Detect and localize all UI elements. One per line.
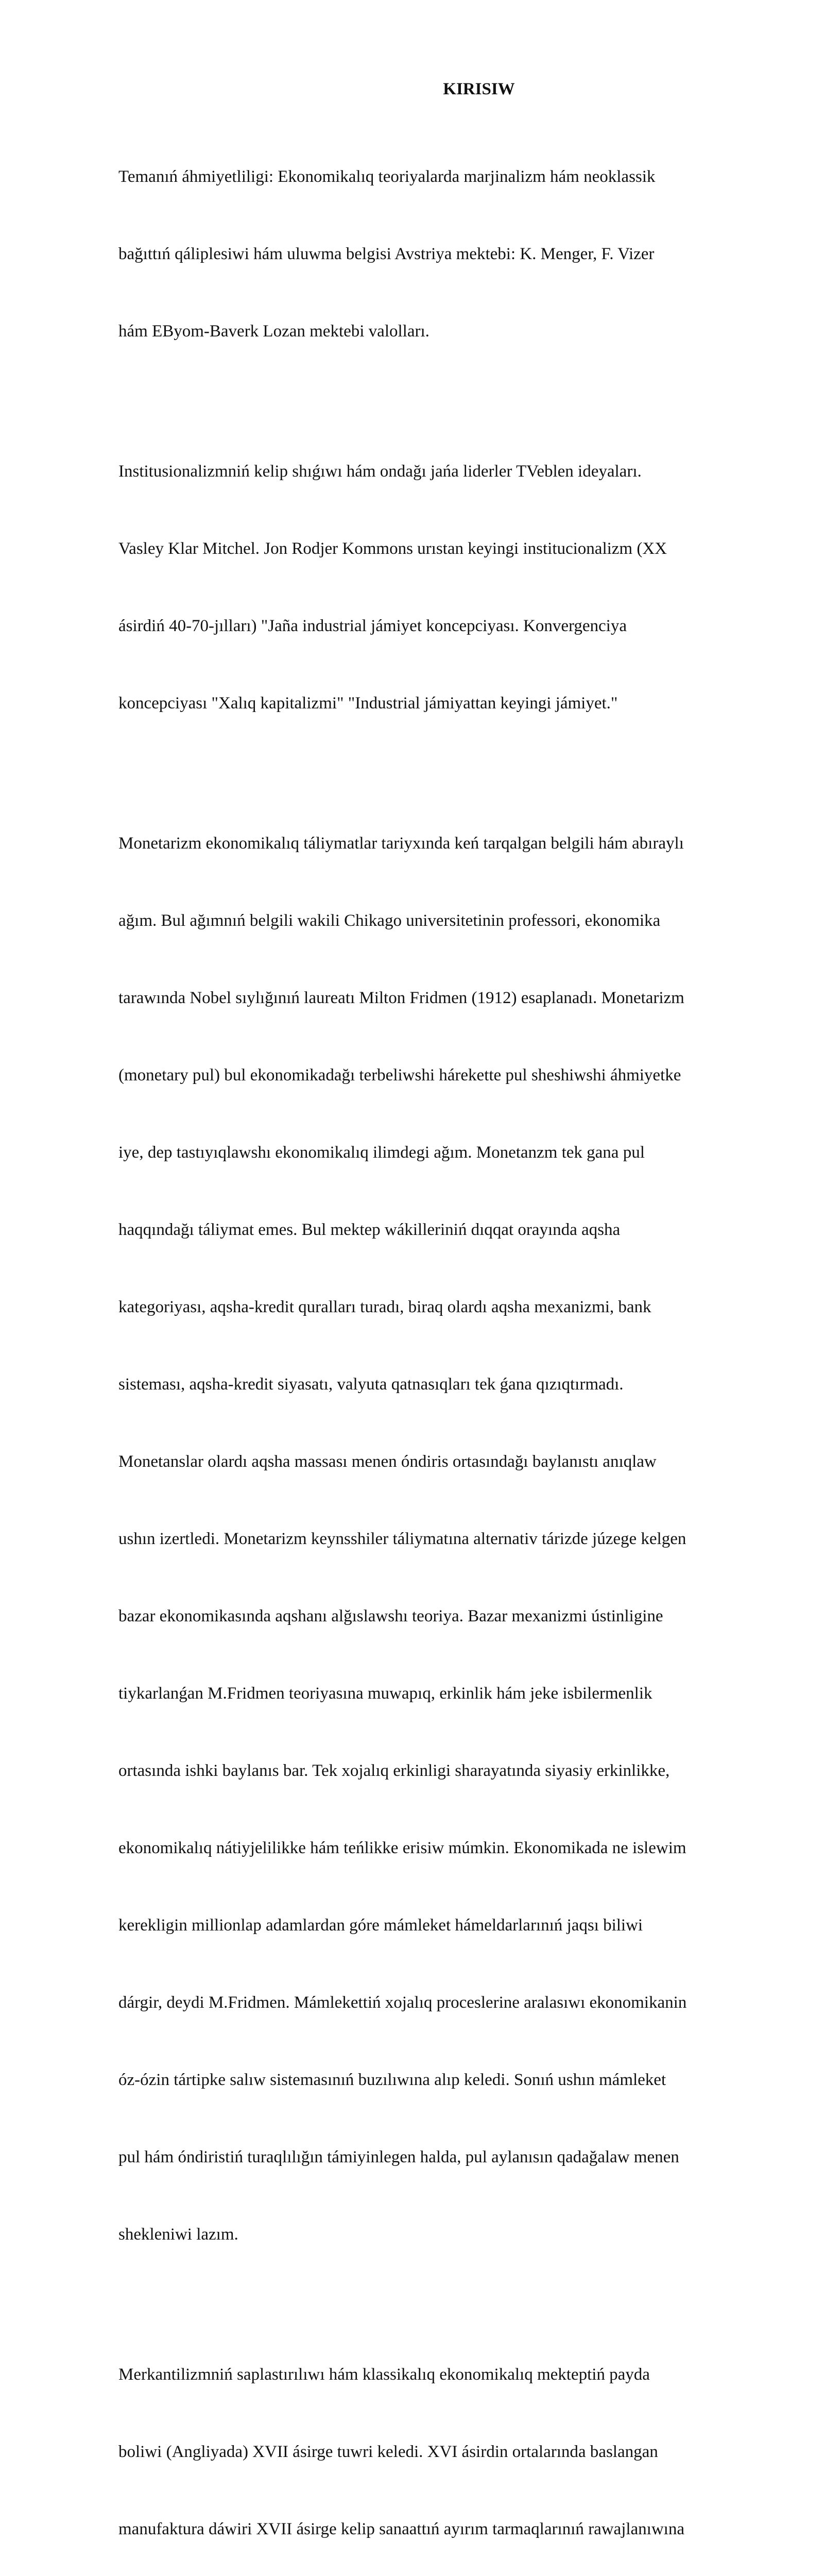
- text-line: iye, dep tastıyıqlawshı ekonomikalıq ilimdegi ağım. Monetanzm tek gana pul: [118, 1143, 645, 1162]
- text-line: hám EByom-Baverk Lozan mektebi valolları.: [118, 322, 430, 341]
- text-line: Merkantilizmniń saplastırılıwı hám klassikalıq ekonomikalıq mekteptiń payda: [118, 2365, 650, 2384]
- text-line: bağıttıń qáliplesiwi hám uluwma belgisi Avstriya mektebi: K. Menger, F. Vizer: [118, 245, 655, 263]
- text-line: tiykarlanǵan M.Fridmen teoriyasına muwapıq, erkinlik hám jeke isbilermenlik: [118, 1684, 653, 1703]
- text-line: Temanıń áhmiyetliligi: Ekonomikalıq teoriyalarda marjinalizm hám neoklassik: [118, 167, 656, 186]
- text-line: Monetarizm ekonomikalıq táliymatlar tariyxında keń tarqalgan belgili hám abıraylı: [118, 834, 684, 853]
- paragraph-4: [118, 2310, 772, 2576]
- text-line: ağım. Bul ağımnıń belgili wakili Chikago universitetinin professori, ekonomika: [118, 911, 661, 930]
- text-line: ásirdiń 40-70-jılları) "Jaña industrial jámiyet koncepciyası. Konvergenciya: [118, 617, 627, 635]
- text-line: shekleniwi lazım.: [118, 2225, 238, 2244]
- text-line: dárgir, deydi M.Fridmen. Mámlekettiń xojalıq proceslerine aralasıwı ekonomikanin: [118, 1993, 687, 2012]
- text-line: ortasında ishki baylanıs bar. Tek xojalıq erkinligi sharayatında siyasiy erkinlikke,: [118, 1761, 670, 1780]
- paragraph-2: [118, 407, 772, 768]
- text-line: óz-ózin tártipke salıw sistemasınıń buzılıwına alıp keledi. Sonıń ushın mámleket: [118, 2071, 666, 2089]
- text-line: ekonomikalıq nátiyjelilikke hám teńlikke erisiw múmkin. Ekonomikada ne islewim: [118, 1839, 686, 1857]
- text-line: sisteması, aqsha-kredit siyasatı, valyuta qatnasıqları tek ǵana qızıqtırmadı.: [118, 1375, 624, 1394]
- text-line: boliwi (Angliyada) XVII ásirge tuwri keledi. XVI ásirdin ortalarında baslangan: [118, 2443, 658, 2461]
- text-line: haqqındağı táliymat emes. Bul mektep wákilleriniń dıqqat orayında aqsha: [118, 1221, 621, 1239]
- text-line: manufaktura dáwiri XVII ásirge kelip sanaattıń ayırım tarmaqlarınıń rawajlanıwına: [118, 2520, 684, 2538]
- text-line: Vasley Klar Mitchel. Jon Rodjer Kommons urıstan keyingi institucionalizm (XX: [118, 539, 667, 558]
- text-line: koncepciyası "Xalıq kapitalizmi" "Industrial jámiyattan keyingi jámiyet.": [118, 694, 618, 713]
- document-title: KIRISIW: [443, 80, 515, 98]
- text-line: pul hám óndiristiń turaqlılığın támiyinlegen halda, pul aylanısın qadağalaw menen: [118, 2148, 679, 2166]
- text-line: bazar ekonomikasında aqshanı alğıslawshı teoriya. Bazar mexanizmi ústinligine: [118, 1607, 663, 1625]
- text-line: tarawında Nobel sıylığınıń laureatı Milton Fridmen (1912) esaplanadı. Monetarizm: [118, 989, 684, 1007]
- text-line: ushın izertledi. Monetarizm keynsshiler táliymatına alternativ tárizde júzege kelgen: [118, 1530, 686, 1548]
- paragraph-1: [118, 112, 772, 396]
- text-line: kategoriyası, aqsha-kredit quralları turadı, biraq olardı aqsha mexanizmi, bank: [118, 1298, 651, 1316]
- text-line: Institusionalizmniń kelip shıǵıwı hám ondağı jańa liderler TVeblen ideyaları.: [118, 462, 642, 481]
- paragraph-3: [118, 779, 772, 2299]
- text-line: (monetary pul) bul ekonomikadağı terbeliwshi hárekette pul sheshiwshi áhmiyetke: [118, 1066, 681, 1084]
- document-body: [118, 76, 772, 2576]
- text-line: Monetanslar olardı aqsha massası menen óndiris ortasındağı baylanıstı anıqlaw: [118, 1452, 657, 1471]
- text-line: kerekligin millionlap adamlardan góre mámleket hámeldarlarınıń jaqsı biliwi: [118, 1916, 643, 1935]
